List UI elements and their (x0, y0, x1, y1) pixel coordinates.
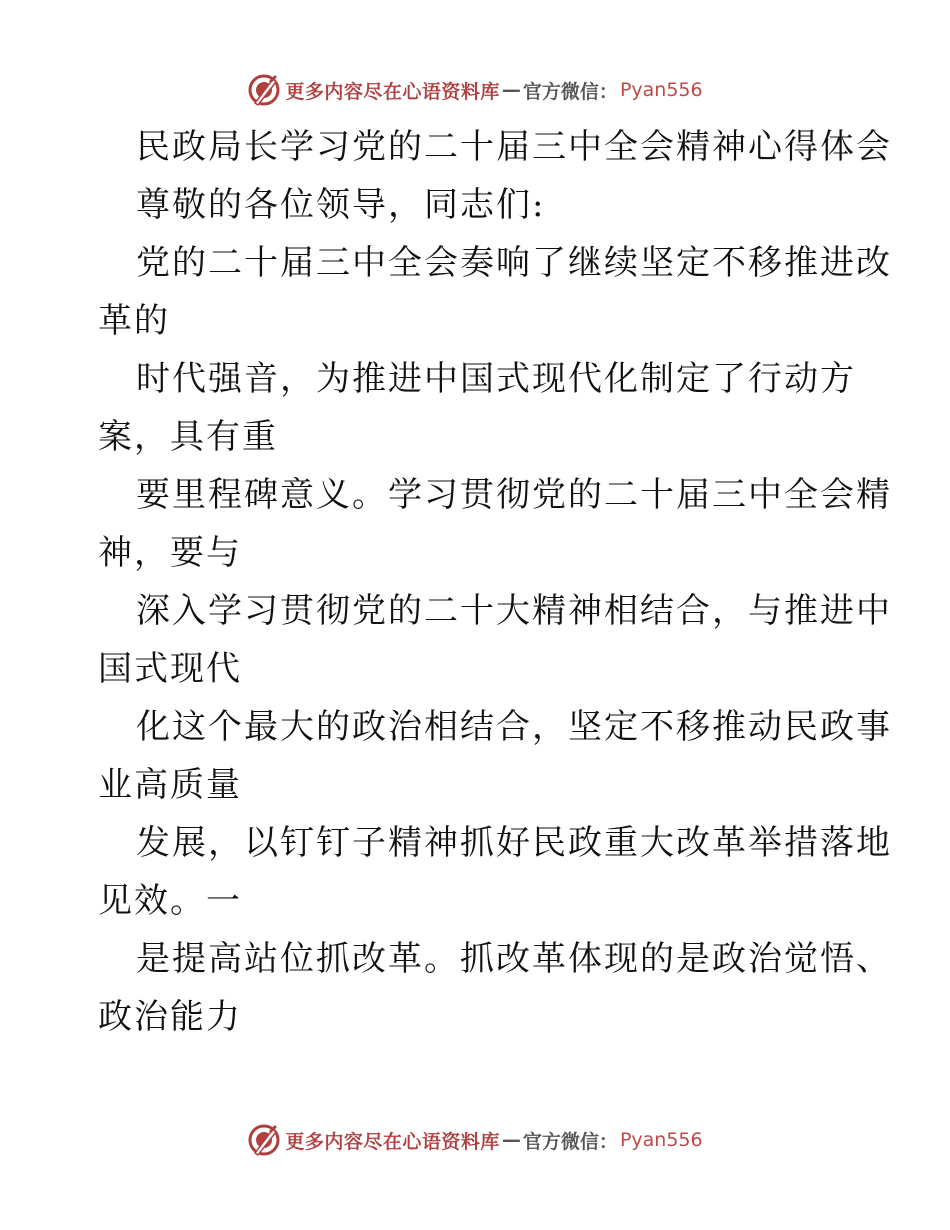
text-line: 发展，以钉钉子精神抓好民政重大改革举措落地 (136, 823, 892, 863)
text-line: 深入学习贯彻党的二十大精神相结合，与推进中 (136, 591, 892, 631)
text-line: 是提高站位抓改革。抓改革体现的是政治觉悟、 (136, 939, 892, 979)
watermark-site-text: 更多内容尽在心语资料库 (285, 80, 500, 103)
watermark-id: Pyan556 (619, 79, 703, 101)
pen-seal-icon (247, 73, 281, 107)
watermark-site-text: 更多内容尽在心语资料库 (285, 1130, 500, 1153)
text-line: 政治能力 (98, 997, 242, 1037)
text-line: 业高质量 (98, 765, 242, 805)
text-line: 革的 (98, 301, 170, 341)
watermark-label: 官方微信： (522, 80, 618, 103)
watermark-id: Pyan556 (619, 1129, 703, 1151)
footer-watermark (0, 1120, 950, 1160)
text-line: 案，具有重 (98, 417, 278, 457)
salutation: 尊敬的各位领导，同志们: (136, 185, 546, 225)
watermark-dash: — (501, 1129, 521, 1151)
text-line: 国式现代 (98, 649, 242, 689)
document-title: 民政局长学习党的二十届三中全会精神心得体会 (136, 127, 892, 167)
header-watermark (0, 70, 950, 110)
text-line: 要里程碑意义。学习贯彻党的二十届三中全会精 (136, 475, 892, 515)
text-line: 党的二十届三中全会奏响了继续坚定不移推进改 (136, 243, 892, 283)
watermark-label: 官方微信： (522, 1130, 618, 1153)
watermark-dash: — (501, 79, 521, 101)
text-line: 见效。一 (98, 881, 242, 921)
text-line: 时代强音，为推进中国式现代化制定了行动方 (136, 359, 856, 399)
document-body (98, 118, 892, 1046)
text-line: 神，要与 (98, 533, 242, 573)
text-line: 化这个最大的政治相结合，坚定不移推动民政事 (136, 707, 892, 747)
pen-seal-icon (247, 1123, 281, 1157)
